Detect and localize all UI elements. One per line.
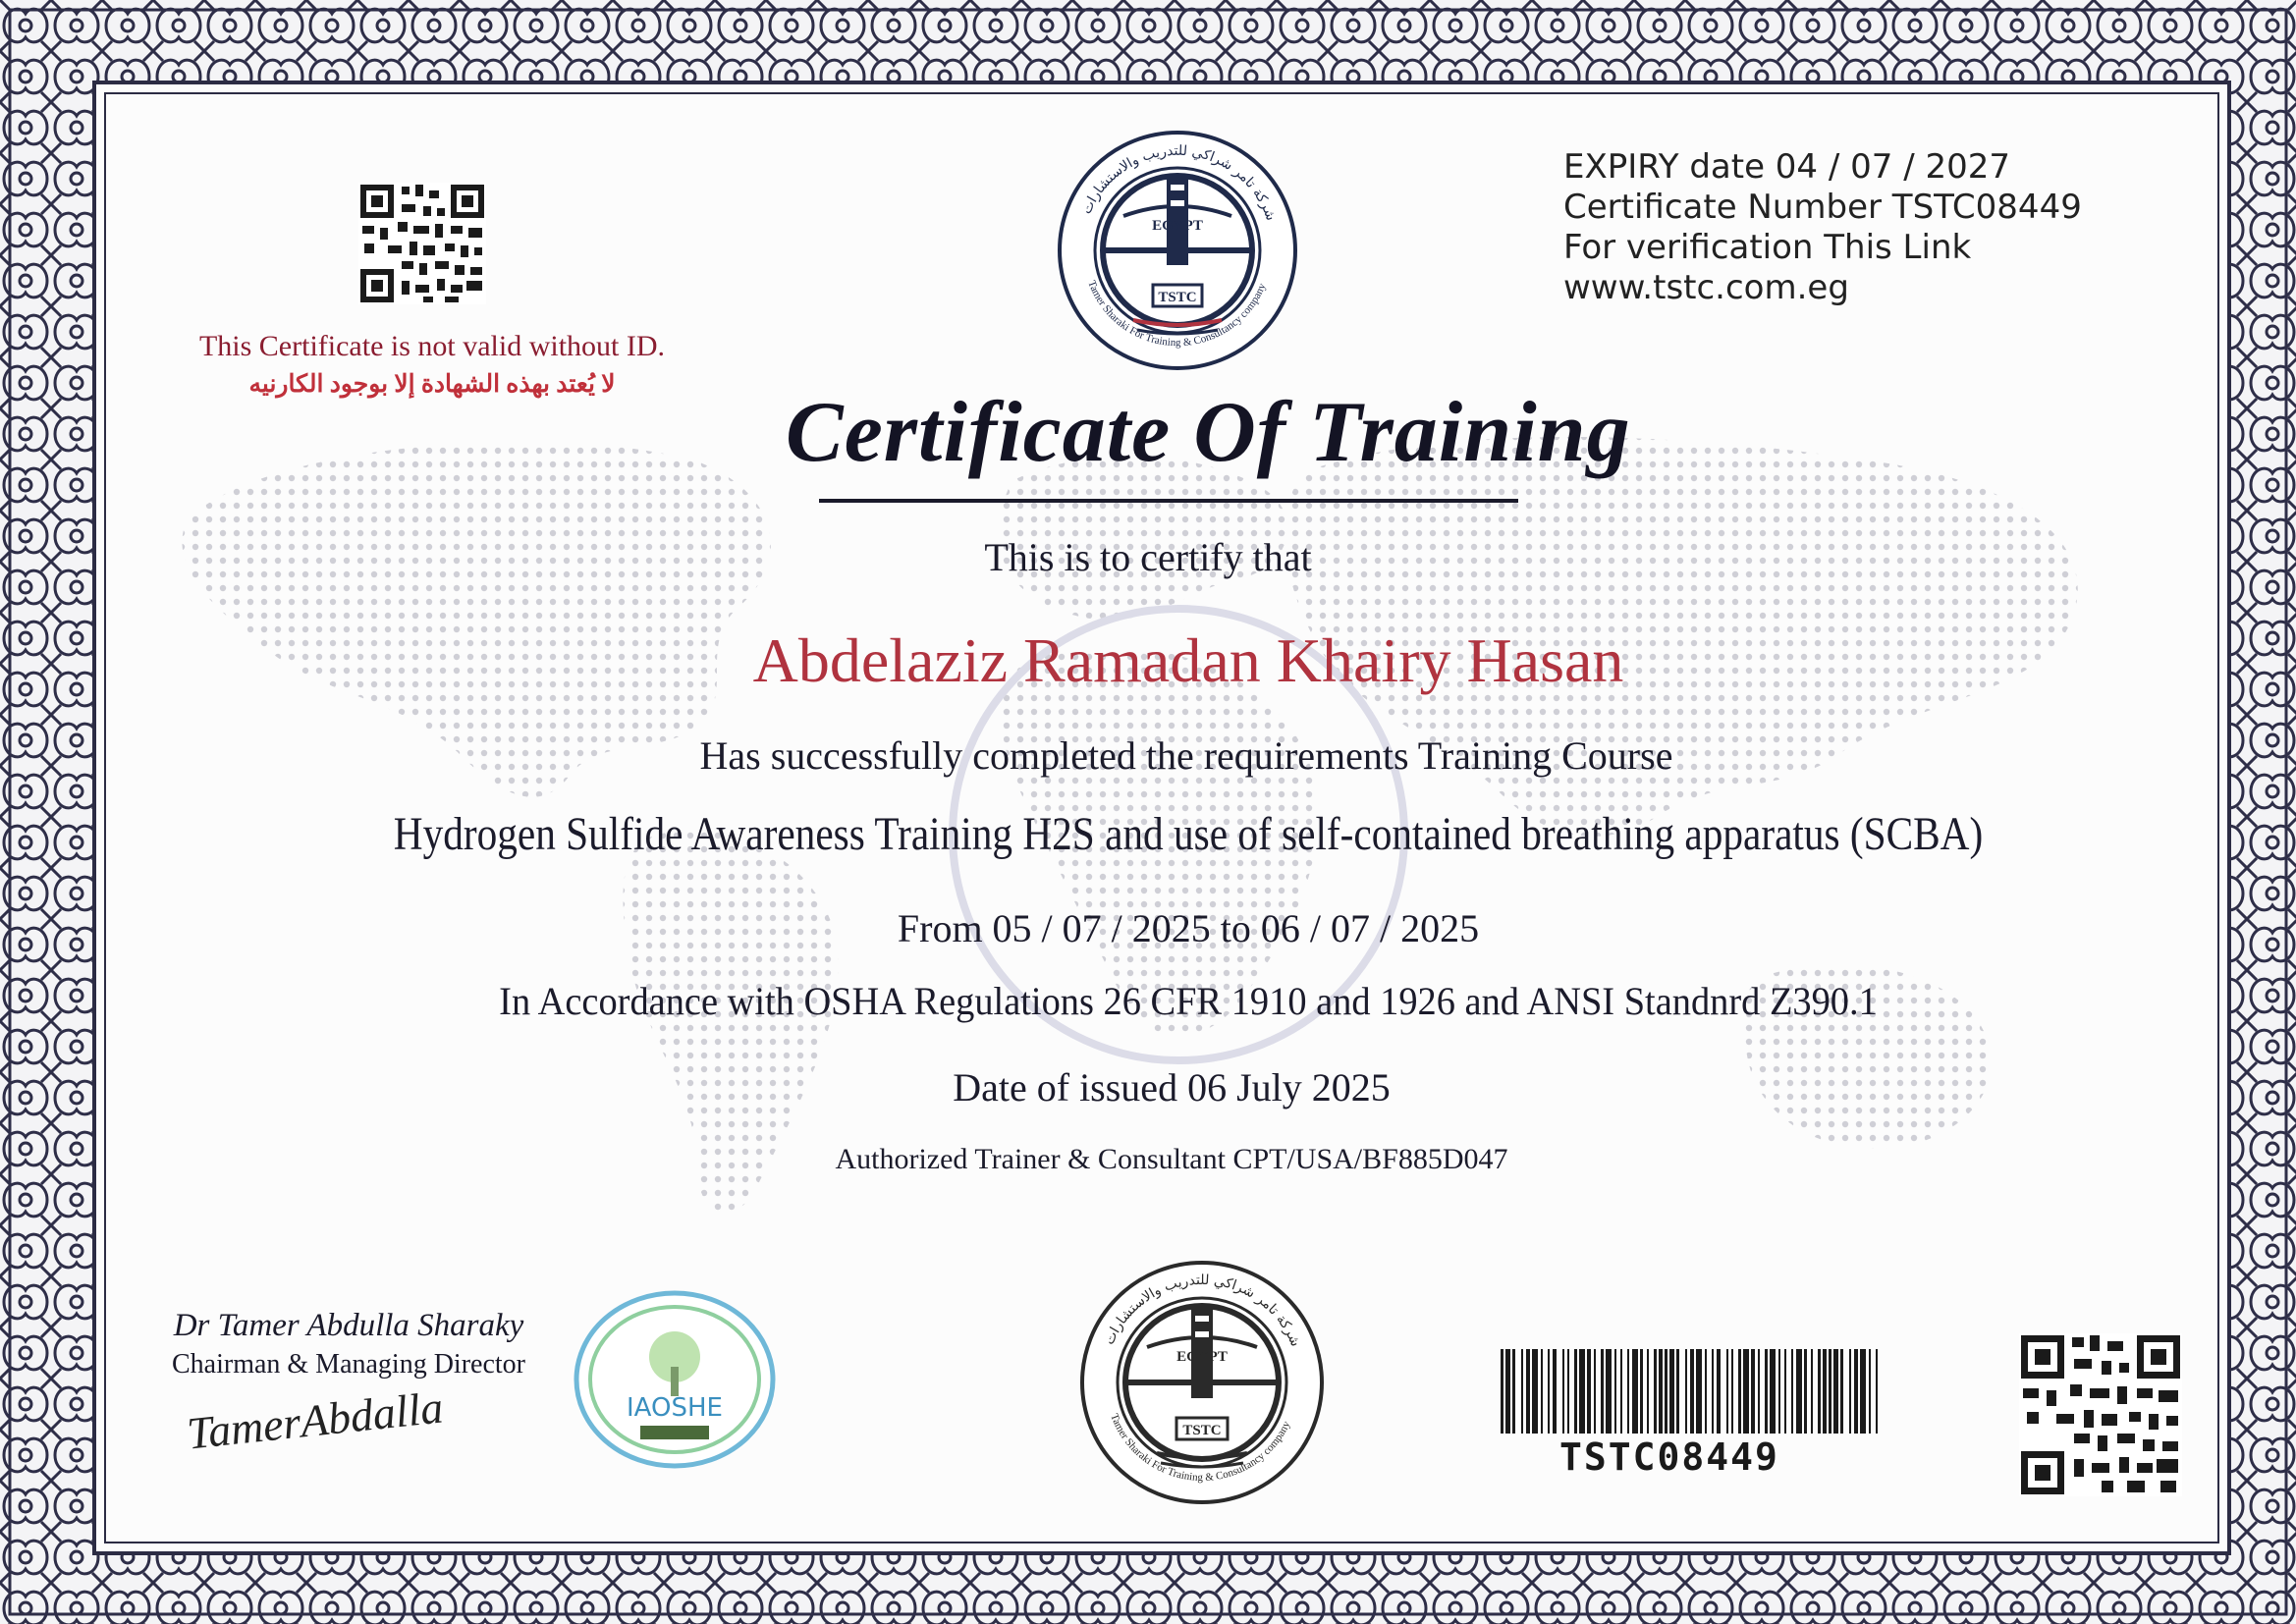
barcode-bar bbox=[1627, 1349, 1629, 1434]
barcode-bar bbox=[1676, 1349, 1679, 1434]
barcode-bar bbox=[1840, 1349, 1843, 1434]
recipient-name: Abdelaziz Ramadan Khairy Hasan bbox=[752, 625, 1624, 695]
barcode-bar bbox=[1512, 1349, 1515, 1434]
course-name: Hydrogen Sulfide Awareness Training H2S and use of self-contained breathing apparatus (SCBA) bbox=[393, 808, 1984, 860]
barcode-bar bbox=[1632, 1349, 1638, 1434]
iaoshe-logo bbox=[572, 1288, 778, 1471]
handwritten-signature: TamerAbdalla bbox=[185, 1381, 446, 1459]
barcode-bar bbox=[1876, 1349, 1878, 1434]
barcode-bar bbox=[1685, 1349, 1687, 1434]
barcode-bar bbox=[1778, 1349, 1780, 1434]
barcode-bar bbox=[1818, 1349, 1821, 1434]
barcode-bar bbox=[1526, 1349, 1530, 1434]
barcode-bar bbox=[1665, 1349, 1667, 1434]
seal-bottom-arabic-ring: شركة تامر شراكي للتدريب والاستشارات bbox=[1101, 1272, 1304, 1349]
barcode-bar bbox=[1501, 1349, 1503, 1434]
verification-label: For verification This Link bbox=[1563, 228, 1972, 267]
barcode-bar bbox=[1743, 1349, 1749, 1434]
barcode[interactable] bbox=[1499, 1349, 1882, 1435]
barcode-number: TSTC08449 bbox=[1559, 1435, 1779, 1479]
barcode-bar bbox=[1601, 1349, 1604, 1434]
barcode-bar bbox=[1811, 1349, 1813, 1434]
barcode-bar bbox=[1823, 1349, 1827, 1434]
title-underline bbox=[819, 499, 1518, 503]
signatory-role: Chairman & Managing Director bbox=[171, 1349, 525, 1380]
barcode-bar bbox=[1567, 1349, 1569, 1434]
barcode-bar bbox=[1765, 1349, 1768, 1434]
tstc-seal-bottom bbox=[1076, 1257, 1328, 1508]
barcode-bar bbox=[1669, 1349, 1674, 1434]
seal-top-ring-text: Tamer Sharaki For Training & Consultancy company bbox=[1085, 279, 1269, 350]
barcode-bar bbox=[1696, 1349, 1702, 1434]
barcode-bar bbox=[1717, 1349, 1721, 1434]
barcode-bar bbox=[1849, 1349, 1851, 1434]
barcode-bar bbox=[1574, 1349, 1577, 1434]
barcode-bar bbox=[1614, 1349, 1616, 1434]
qr-code-top[interactable] bbox=[358, 183, 486, 304]
barcode-bar bbox=[1796, 1349, 1802, 1434]
regulations-line: In Accordance with OSHA Regulations 26 CFR 1910 and 1926 and ANSI Standnrd Z390.1 bbox=[499, 979, 1878, 1023]
barcode-bar bbox=[1833, 1349, 1838, 1434]
barcode-bar bbox=[1654, 1349, 1657, 1434]
barcode-bar bbox=[1731, 1349, 1733, 1434]
barcode-bar bbox=[1532, 1349, 1538, 1434]
barcode-bar bbox=[1712, 1349, 1714, 1434]
course-dates: From 05 / 07 / 2025 to 06 / 07 / 2025 bbox=[897, 906, 1480, 950]
signatory-name: Dr Tamer Abdulla Sharaky bbox=[173, 1308, 524, 1343]
barcode-bar bbox=[1659, 1349, 1663, 1434]
barcode-bar bbox=[1829, 1349, 1831, 1434]
barcode-bar bbox=[1751, 1349, 1755, 1434]
barcode-bar bbox=[1620, 1349, 1622, 1434]
seal-top-arabic-ring: شركة تامر شراكي للتدريب والاستشارات bbox=[1078, 142, 1280, 223]
barcode-bar bbox=[1705, 1349, 1707, 1434]
seal-bottom-country: EGYPT bbox=[1176, 1349, 1228, 1365]
barcode-bar bbox=[1738, 1349, 1741, 1434]
seal-bottom-ring-text: Tamer Sharaki For Training & Consultancy company bbox=[1108, 1412, 1293, 1484]
barcode-bar bbox=[1770, 1349, 1776, 1434]
seal-top-acronym: TSTC bbox=[1158, 290, 1197, 305]
completion-line: Has successfully completed the requirements Training Course bbox=[699, 733, 1673, 778]
barcode-bar bbox=[1860, 1349, 1866, 1434]
seal-top-country: EGYPT bbox=[1152, 218, 1203, 234]
expiry-date: EXPIRY date 04 / 07 / 2027 bbox=[1563, 147, 2010, 187]
barcode-bar bbox=[1640, 1349, 1643, 1434]
barcode-bar bbox=[1784, 1349, 1786, 1434]
seal-bottom-acronym: TSTC bbox=[1182, 1423, 1222, 1438]
id-notice-english: This Certificate is not valid without ID. bbox=[198, 330, 666, 362]
barcode-bar bbox=[1562, 1349, 1564, 1434]
qr-code-bottom[interactable] bbox=[2019, 1333, 2182, 1496]
barcode-bar bbox=[1587, 1349, 1591, 1434]
barcode-bar bbox=[1606, 1349, 1612, 1434]
certificate-number: Certificate Number TSTC08449 bbox=[1563, 188, 2082, 227]
barcode-bar bbox=[1553, 1349, 1557, 1434]
certify-line: This is to certify that bbox=[984, 535, 1312, 579]
barcode-bar bbox=[1505, 1349, 1510, 1434]
barcode-bar bbox=[1791, 1349, 1793, 1434]
barcode-bar bbox=[1521, 1349, 1523, 1434]
barcode-bar bbox=[1690, 1349, 1694, 1434]
barcode-bar bbox=[1726, 1349, 1728, 1434]
certificate-title: Certificate Of Training bbox=[786, 385, 1631, 480]
barcode-bar bbox=[1541, 1349, 1543, 1434]
barcode-bar bbox=[1869, 1349, 1871, 1434]
verification-link[interactable]: www.tstc.com.eg bbox=[1563, 268, 1849, 307]
id-notice-arabic: لا يُعتد بهذه الشهادة إلا بوجود الكارنيه bbox=[248, 371, 616, 398]
iaoshe-logo-text: IAOSHE bbox=[627, 1393, 723, 1423]
barcode-bar bbox=[1647, 1349, 1649, 1434]
tstc-seal-top bbox=[1055, 128, 1300, 373]
barcode-bar bbox=[1594, 1349, 1596, 1434]
trainer-line: Authorized Trainer & Consultant CPT/USA/BF885D047 bbox=[835, 1143, 1508, 1175]
expiry-block bbox=[1563, 147, 2082, 308]
barcode-bar bbox=[1854, 1349, 1858, 1434]
barcode-bar bbox=[1804, 1349, 1807, 1434]
issue-date: Date of issued 06 July 2025 bbox=[953, 1065, 1391, 1110]
barcode-bar bbox=[1579, 1349, 1585, 1434]
barcode-bar bbox=[1548, 1349, 1550, 1434]
barcode-bar bbox=[1758, 1349, 1760, 1434]
